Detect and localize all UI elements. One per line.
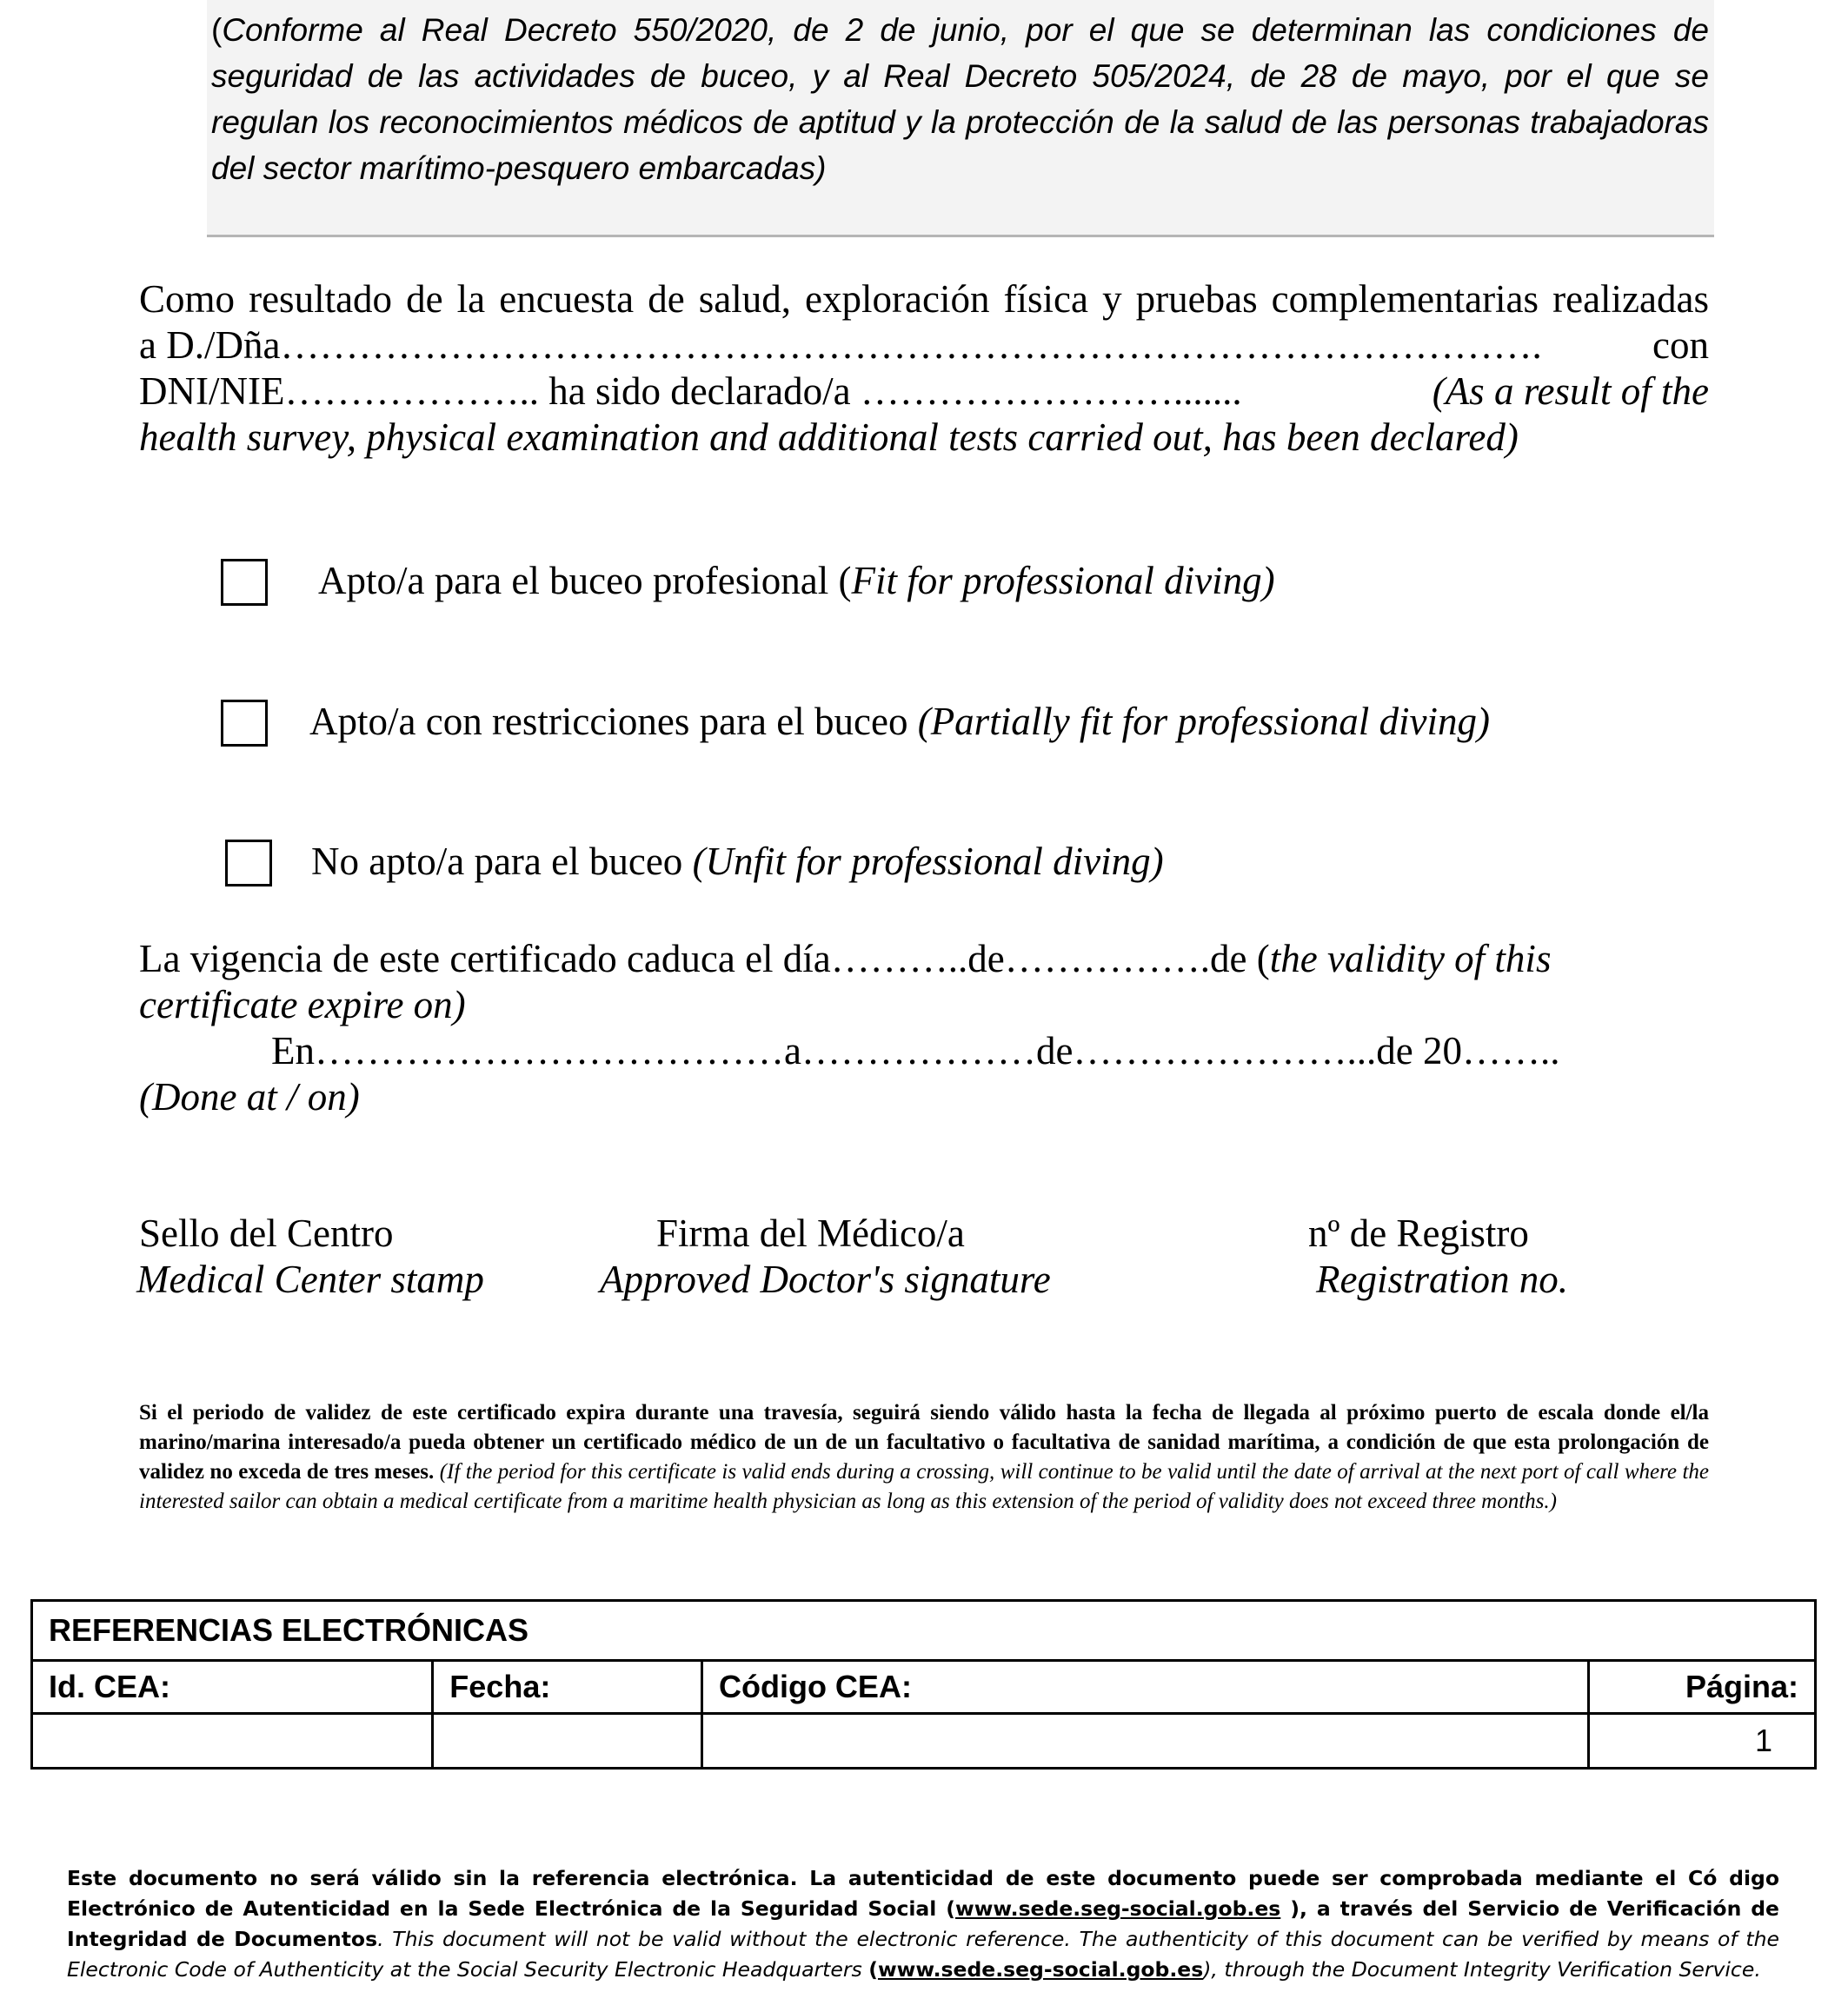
references-title: REFERENCIAS ELECTRÓNICAS	[32, 1601, 1816, 1661]
done-at-en: (Done at / on)	[139, 1075, 360, 1119]
place-dots[interactable]: ………………………………	[315, 1029, 784, 1072]
option-fit: Apto/a para el buceo profesional (Fit for professional diving)	[318, 559, 1275, 602]
validity-line-1: La vigencia de este certificado caduca el día………..de…………….de (the validity of this	[139, 937, 1552, 980]
authenticity-notice: Este documento no será válido sin la referencia electrónica. La autenticidad de este documento puede ser comprobada mediante el Có digo Electrónico de Autenticidad en la Sede Electrónica de la Seguridad Social (www.sede.seg-social.gob.es ), a través del Servicio de Verificación de Integridad de Documentos. This document will not be valid without the electronic reference. The authenticity of this document can be verified by means of the Electronic Code of Authenticity at the Social Security Electronic Headquarters (www.sede.seg-social.gob.es), through the Document Integrity Verification Service.	[67, 1866, 1779, 1982]
validity-month-dots[interactable]: …………….	[1004, 937, 1211, 980]
name-field-dots[interactable]: …………………………………………………………………………………….	[280, 323, 1542, 367]
declaration-line-3	[139, 369, 1709, 415]
pagina-header: Página:	[1589, 1661, 1816, 1714]
header-text: Conforme al Real Decreto 550/2020, de 2 de junio, por el que se determinan las condiciones de seguridad de las actividades de buceo, y al Real Decreto 505/2024, de 28 de mayo, por el que se regulan los reconocimientos médicos de aptitud y la protección de la salud de las personas trabajadoras del sector marítimo-pesquero embarcadas)	[211, 12, 1709, 186]
con-label: con	[1652, 323, 1709, 367]
month-dots[interactable]: …………………..	[1073, 1029, 1366, 1072]
dni-field-dots[interactable]: ……………….	[284, 369, 529, 413]
validity-day-dots[interactable]: ………..	[830, 937, 968, 980]
fecha-header: Fecha:	[433, 1661, 702, 1714]
stamp-label-es: Sello del Centro	[139, 1212, 394, 1255]
registration-label-es: nº de Registro	[1308, 1212, 1529, 1255]
done-at-line: En………………………………a………………de…………………...de 20……..	[271, 1029, 1560, 1072]
codigo-cea-header: Código CEA:	[701, 1661, 1588, 1714]
year-dots[interactable]: ……..	[1461, 1029, 1560, 1072]
header-legal-reference	[211, 7, 1709, 191]
doctor-signature-label-es: Firma del Médico/a	[656, 1212, 965, 1255]
declaration-line-2	[139, 322, 1709, 369]
name-label: a D./Dña…………………………………………………………………………………….	[139, 323, 1542, 367]
option-partially-fit: Apto/a con restricciones para el buceo (Partially fit for professional diving)	[309, 700, 1491, 743]
stamp-label-en: Medical Center stamp	[136, 1258, 484, 1301]
declaration-line-4: health survey, physical examination and additional tests carried out, has been declared)	[139, 415, 1519, 459]
option-unfit: No apto/a para el buceo (Unfit for professional diving)	[311, 840, 1164, 883]
electronic-references-table	[30, 1599, 1817, 1770]
dni-group: DNI/NIE……………….. ha sido declarado/a …………………….......	[139, 369, 1242, 413]
sede-link-1[interactable]: www.sede.seg-social.gob.es	[955, 1896, 1281, 1921]
registration-label-en: Registration no.	[1316, 1258, 1568, 1301]
id-cea-header: Id. CEA:	[32, 1661, 433, 1714]
day-dots[interactable]: ………………	[801, 1029, 1036, 1072]
fecha-value	[433, 1714, 702, 1769]
doctor-signature-label-en: Approved Doctor's signature	[600, 1258, 1051, 1301]
validity-footnote: Si el periodo de validez de este certificado expira durante una travesía, seguirá siendo válido hasta la fecha de llegada al próximo puerto de escala donde el/la marino/marina interesado/a pueda obtener un certificado médico de un de un facultativo o facultativa de sanidad marítima, a condición de que esta prolongación de validez no exceda de tres meses. (If the period for this certificate is valid ends during a crossing, will continue to be valid until the date of arrival at the next port of call where the interested sailor can obtain a medical certificate from a maritime health physician as long as this extension of the period of validity does not exceed three months.)	[139, 1401, 1709, 1513]
sede-link-2[interactable]: www.sede.seg-social.gob.es	[877, 1957, 1204, 1982]
id-cea-value	[32, 1714, 433, 1769]
codigo-cea-value	[701, 1714, 1588, 1769]
declaration-line-1: Como resultado de la encuesta de salud, exploración física y pruebas complementarias realizadas	[139, 277, 1709, 321]
header-paren: (	[211, 12, 223, 48]
partially-fit-checkbox[interactable]	[221, 700, 268, 747]
declared-field-dots[interactable]: …………………….......	[860, 369, 1242, 413]
pagina-value: 1	[1589, 1714, 1816, 1769]
unfit-checkbox[interactable]	[225, 840, 272, 886]
fit-checkbox[interactable]	[221, 559, 268, 606]
validity-line-2: certificate expire on)	[139, 983, 466, 1026]
declaration-en-a: (As a result of the	[1432, 369, 1709, 413]
